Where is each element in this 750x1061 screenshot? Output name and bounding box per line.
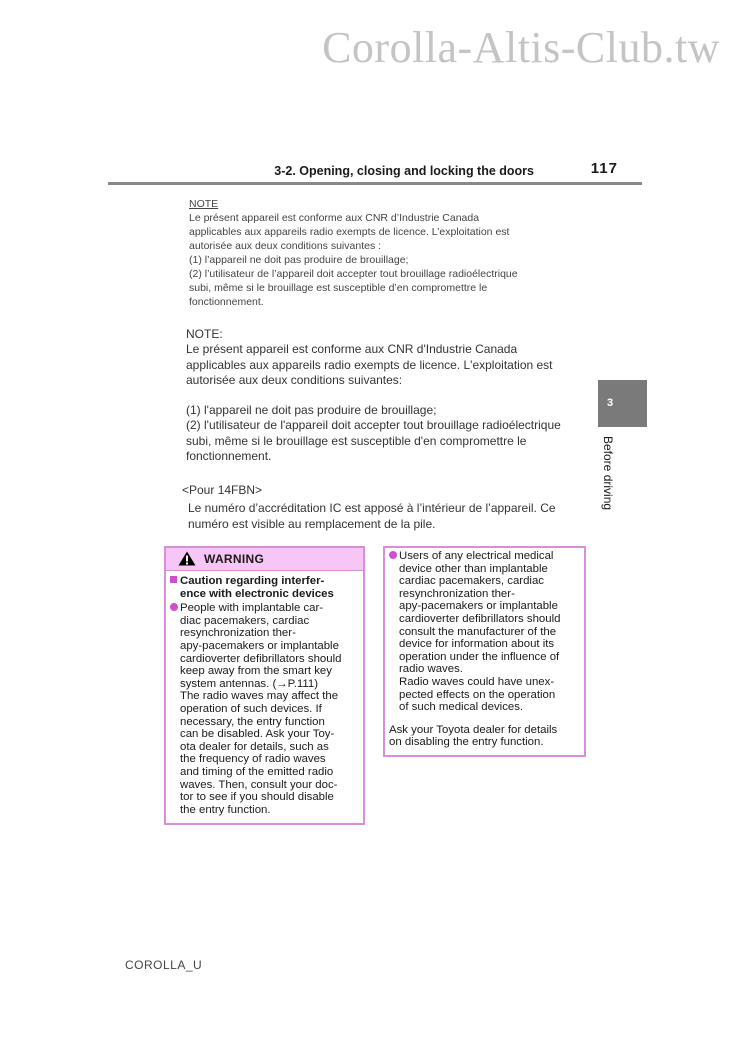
pour-14fbn-section	[182, 482, 582, 532]
warning2-bullet-line: apy-pacemakers or implantable	[399, 600, 558, 613]
warning-bullet-line: can be disabled. Ask your Toy-	[180, 728, 335, 741]
warning2-bullet-line: cardiac pacemakers, cardiac	[399, 575, 544, 588]
warning-bullet-line: The radio waves may affect the	[180, 690, 339, 703]
watermark-text: Corolla-Altis-Club.tw	[322, 23, 720, 72]
warning2-bullet-line: device for information about its	[399, 638, 555, 651]
chapter-label-wrapper	[601, 436, 617, 522]
circle-bullet-icon	[389, 551, 397, 559]
note1-heading: NOTE	[189, 198, 219, 210]
square-bullet-icon	[170, 576, 177, 583]
warning2-bullet-line: Users of any electrical medical	[389, 550, 579, 563]
warning-box	[164, 546, 365, 825]
page-header	[108, 160, 642, 185]
warning2-bullet-line: device other than implantable	[399, 562, 548, 575]
warning2-closing-line: Ask your Toyota dealer for details	[389, 723, 558, 736]
warning-bullet-line: tor to see if you should disable	[180, 791, 334, 804]
warning-box-continued	[383, 546, 586, 757]
note1-line: fonctionnement.	[189, 296, 264, 308]
note1-line: (2) l’utilisateur de l’appareil doit accepter tout brouillage radioélectrique	[189, 268, 518, 280]
note1-line: Le présent appareil est conforme aux CNR d’Industrie Canada	[189, 212, 480, 224]
note2-line: (1) l'appareil ne doit pas produire de brouillage;	[186, 403, 437, 418]
warning2-bullet-line: of such medical devices.	[399, 701, 524, 714]
pour-line: numéro est visible au remplacement de la pile.	[188, 517, 436, 531]
warning-bullet-line: necessary, the entry function	[180, 715, 325, 728]
note1-line: applicables aux appareils radio exempts de licence. L’exploitation est	[189, 226, 510, 238]
warning-bullet-line: People with implantable car-	[170, 602, 358, 615]
warning2-bullet-line: resynchronization ther-	[399, 587, 515, 600]
warning-bullet-line: diac pacemakers, cardiac	[180, 614, 310, 627]
warning2-bullet-line: Radio waves could have unex-	[399, 675, 555, 688]
warning-bullet-line: operation of such devices. If	[180, 702, 322, 715]
warning2-bullet-line: cardioverter defibrillators should	[399, 612, 561, 625]
warning-bullet-line: apy-pacemakers or implantable	[180, 639, 339, 652]
note2-line: Le présent appareil est conforme aux CNR d'Industrie Canada	[186, 342, 518, 357]
warning2-bullet-line: pected effects on the operation	[399, 688, 556, 701]
warning-bullet-line: system antennas. (→P.111)	[180, 677, 319, 690]
warning-bullet-line: and timing of the emitted radio	[180, 765, 334, 778]
warning2-bullet-line: consult the manufacturer of the	[399, 625, 557, 638]
note2-spacer	[186, 388, 581, 403]
circle-bullet-icon	[170, 603, 178, 611]
note2-line: applicables aux appareils radio exempts de licence. L'exploitation est	[186, 357, 553, 372]
chapter-label: Before driving	[601, 436, 615, 511]
warning-content-continued	[385, 548, 584, 749]
note2-line: autorisée aux deux conditions suivantes:	[186, 372, 403, 387]
section-title: 3-2. Opening, closing and locking the doors	[274, 164, 534, 178]
note1-line: (1) l’appareil ne doit pas produire de brouillage;	[189, 254, 409, 266]
warning-bullet-line: waves. Then, consult your doc-	[180, 778, 338, 791]
chapter-tab	[598, 380, 647, 427]
note-image-2	[186, 327, 581, 464]
pour-heading: <Pour 14FBN>	[182, 483, 263, 497]
warning-bullet-line: the entry function.	[180, 803, 271, 816]
warning-subheading: Caution regarding interfer-	[170, 575, 358, 588]
warning-icon	[178, 551, 196, 566]
warning-bullet-line: ota dealer for details, such as	[180, 740, 329, 753]
warning2-bullet-line: operation under the influence of	[399, 650, 560, 663]
note1-line: subi, même si le brouillage est susceptible d’en compromettre le	[189, 282, 488, 294]
note-image-1	[189, 197, 539, 309]
warning-subheading: ence with electronic devices	[180, 587, 334, 600]
warning-content	[166, 571, 363, 816]
note1-line: autorisée aux deux conditions suivantes :	[189, 240, 382, 252]
pour-body	[182, 500, 582, 532]
pour-line: Le numéro d’accréditation IC est apposé à l’intérieur de l’appareil. Ce	[188, 501, 556, 515]
footer-label: COROLLA_U	[125, 958, 203, 972]
warning-header	[166, 548, 363, 571]
warning2-bullet-line: radio waves.	[399, 663, 463, 676]
chapter-number: 3	[607, 397, 614, 409]
note2-line: subi, même si le brouillage est susceptible d'en compromettre le	[186, 433, 527, 448]
warning2-closing-line: on disabling the entry function.	[389, 736, 544, 749]
note2-line: fonctionnement.	[186, 449, 272, 464]
page-number: 117	[590, 160, 618, 177]
warning-bullet-line: cardioverter defibrillators should	[180, 652, 342, 665]
note2-heading: NOTE:	[186, 327, 223, 341]
warning-bullet-line: resynchronization ther-	[180, 627, 296, 640]
warning-title: WARNING	[204, 552, 265, 566]
warning-bullet-line: the frequency of radio waves	[180, 753, 326, 766]
note2-line: (2) l'utilisateur de l'appareil doit accepter tout brouillage radioélectrique	[186, 418, 561, 433]
warning-bullet-line: keep away from the smart key	[180, 665, 332, 678]
